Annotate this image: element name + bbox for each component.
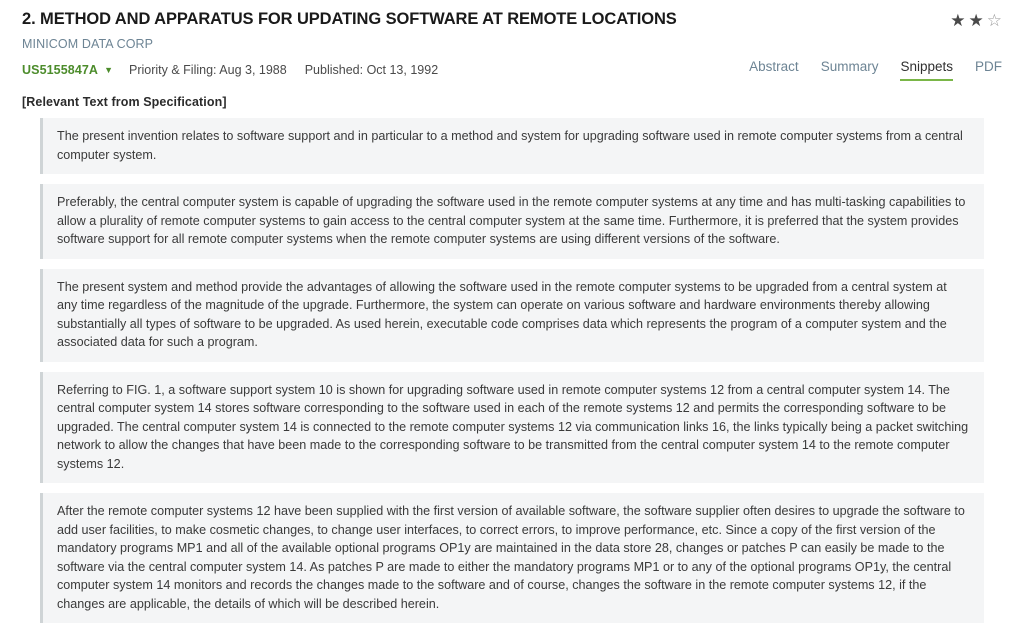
- tab-abstract[interactable]: Abstract: [749, 59, 799, 74]
- assignee-name: MINICOM DATA CORP: [22, 37, 154, 51]
- star-icon-2[interactable]: ★: [968, 11, 984, 30]
- star-icon-3[interactable]: ☆: [986, 11, 1002, 30]
- metadata-row: [22, 59, 1002, 81]
- rating-stars[interactable]: [950, 8, 1002, 29]
- star-icon-1[interactable]: ★: [950, 11, 966, 30]
- chevron-down-icon[interactable]: ▼: [104, 64, 113, 75]
- title-row: [22, 0, 1002, 30]
- snippet-item: After the remote computer systems 12 have been supplied with the first version of available software, the software supplier often desires to upgrade the software to add user facilities, to make cosmetic changes, to change user interfaces, to correct errors, to improve performance, etc. Since a copy of the first version of the mandatory programs MP1 and all of the available optional programs OP1y are maintained in the data store 28, changes or patches P can easily be made to the software via the central computer system 14. As patches P are made to either the mandatory programs MP1 or to any of the optional programs OP1y, the central computer system 14 monitors and records the changes made to the software and of course, changes the software in the remote computer systems 12, if the changes are applicable, the details of which will be described herein.: [40, 493, 984, 623]
- patent-number-link[interactable]: US5155847A: [22, 63, 99, 77]
- metadata-left: [22, 63, 456, 77]
- tab-pdf[interactable]: PDF: [975, 59, 1002, 74]
- tab-snippets[interactable]: Snippets: [900, 59, 953, 81]
- snippet-item: Referring to FIG. 1, a software support system 10 is shown for upgrading software used in remote computer systems 12 from a central computer system 14. The central computer system 14 stores software corresponding to the software used in each of the remote systems 12 and permits the corresponding software to be upgraded. The central computer system 14 is connected to the remote computer systems 12 via communication links 16, the links typically being a packet switching network to allow the changes that have been made to the corresponding software to be transmitted from the central computer system 14 to the remote computer systems 12.: [40, 372, 984, 484]
- snippet-item: Preferably, the central computer system is capable of upgrading the software used in the remote computer systems at any time and has multi-tasking capabilities to allow a plurality of remote computer systems to gain access to the central computer system at the same time. Furthermore, it is preferred that the system provides software support for all remote computer systems when the remote computer systems are using different versions of the software.: [40, 184, 984, 259]
- snippet-list: [22, 118, 1002, 611]
- snippet-item: The present invention relates to software support and in particular to a method and system for upgrading software used in remote computer systems from a central computer system.: [40, 118, 984, 174]
- tab-summary[interactable]: Summary: [820, 59, 879, 74]
- priority-filing-text: Priority & Filing: Aug 3, 1988: [128, 63, 287, 77]
- section-label: [Relevant Text from Specification]: [22, 95, 227, 109]
- page-title: 2. METHOD AND APPARATUS FOR UPDATING SOFTWARE AT REMOTE LOCATIONS: [22, 10, 677, 28]
- tab-bar: [749, 59, 1002, 81]
- snippet-item: The present system and method provide the advantages of allowing the software used in the remote computer systems to be upgraded from a central system at any time regardless of the magnitude of the upgrade. Furthermore, the system can operate on various software and hardware environments thereby allowing substantially all types of software to be upgraded. As used herein, executable code comprises data which represents the program of a computer system and the associated data for such a program.: [40, 269, 984, 362]
- published-text: Published: Oct 13, 1992: [304, 63, 439, 77]
